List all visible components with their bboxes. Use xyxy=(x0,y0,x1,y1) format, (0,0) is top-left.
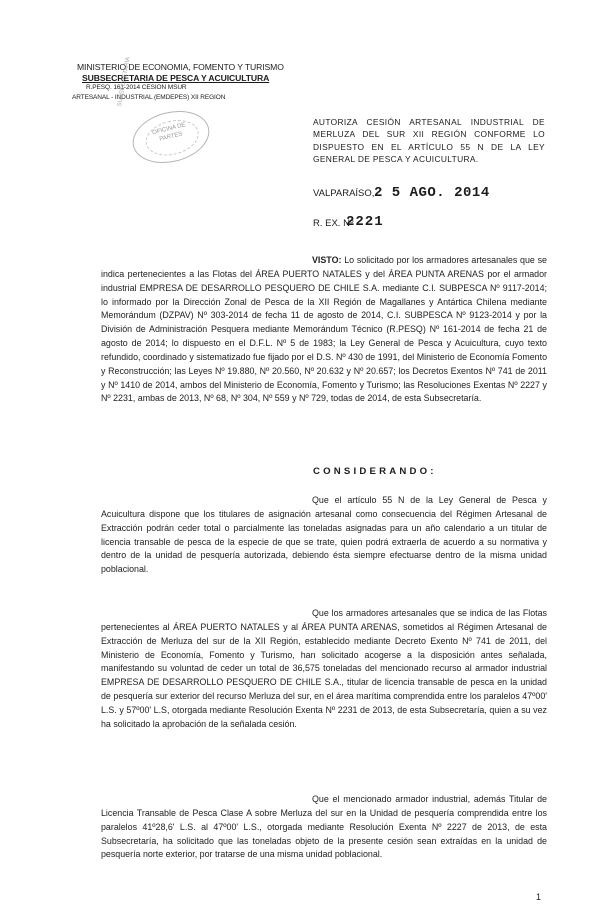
page-number: 1 xyxy=(536,892,542,902)
file-reference-line-1: R.PESQ. 161-2014 CESION MSUR xyxy=(86,84,187,91)
visto-text: Lo solicitado por los armadores artesanales que se indica pertenecientes a las Flotas del ÁREA PUERTO NATALES y del ÁREA PUNTA ARENAS por el armador industrial EMPRESA DE DESARROLLO PESQUERO DE CHILE S.A. mediante C.I. SUBPESCA Nº 9117-2014; lo informado por la Dirección Zonal de Pesca de la XII Región de Magallanes y Antártica Chilena mediante Memorándum (DZPAV) Nº 303-2014 de fecha 11 de agosto de 2014, C.I. SUBPESCA Nº 9123-2014 y por la División de Administración Pesquera mediante Memorándum Técnico (R.PESQ) Nº 161-2014 de fecha 21 de agosto de 2014; lo dispuesto en el D.F.L. Nº 5 de 1983; la Ley General de Pesca y Acuicultura, cuyo texto refundido, coordinado y sistematizado fue fijado por el D.S. Nº 430 de 1991, del Ministerio de Economía Fomento y Reconstrucción; las Leyes Nº 19.880, Nº 20.560, Nº 20.632 y Nº 20.657; los Decretos Exentos Nº 741 de 2011 y Nº 1410 de 2014, ambos del Ministerio de Economía, Fomento y Turismo; las Resoluciones Exentas Nº 2227 y Nº 2231, ambas de 2013, Nº 68, Nº 304, Nº 559 y Nº 729, todas de 2014, de esta Subsecretaría. xyxy=(101,255,547,404)
date-stamp: 2 5 AGO. 2014 xyxy=(374,185,490,201)
office-stamp xyxy=(127,103,215,170)
ministry-heading: MINISTERIO DE ECONOMIA, FOMENTO Y TURISMO xyxy=(77,62,284,72)
resolution-number-label: R. EX. Nº xyxy=(313,218,354,229)
file-reference-line-2: ARTESANAL - INDUSTRIAL (EMDEPES) XII REGION xyxy=(72,94,226,101)
subsecretaria-heading: SUBSECRETARIA DE PESCA Y ACUICULTURA xyxy=(82,73,270,83)
resolution-subject: AUTORIZA CESIÓN ARTESANAL INDUSTRIAL DE MERLUZA DEL SUR XII REGIÓN CONFORME LO DISPUESTO EN EL ARTÍCULO 55 N DE LA LEY GENERAL DE PESCA Y ACUICULTURA. xyxy=(313,117,545,165)
visto-label: VISTO: xyxy=(312,255,342,265)
considerando-paragraph-2: Que los armadores artesanales que se indica de las Flotas pertenecientes al ÁREA PUERTO NATALES y al ÁREA PUNTA ARENAS, sometidos al Régimen Artesanal de Extracción de Merluza del sur de la XII Región, establecido mediante Decreto Exento Nº 741 de 2011, del Ministerio de Economía, Fomento y Turismo, han solicitado acogerse a la disposición antes señalada, manifestando su voluntad de ceder un total de 36,575 toneladas del mencionado recurso al armador industrial EMPRESA DE DESARROLLO PESQUERO DE CHILE S.A., titular de licencia transable de pesca en la unidad de pesquería sur exterior del recurso Merluza del sur, en el área marítima comprendida entre los paralelos 47º00' L.S. y 57º00' L.S, otorgada mediante Resolución Exenta Nº 2231 de 2013, de esta Subsecretaría, quien a su vez ha solicitado la aprobación de la señalada cesión. xyxy=(101,608,547,729)
stamp-text: OFICINA DE PARTES xyxy=(151,122,187,143)
considerando-heading: CONSIDERANDO: xyxy=(313,466,437,477)
considerando-paragraph-1: Que el artículo 55 N de la Ley General de Pesca y Acuicultura dispone que los titulares de asignación artesanal como consecuencia del Régimen Artesanal de Extracción podrán ceder total o parcialmente las toneladas asignadas para un año calendario a un titular de licencia transable de pesca de la especie de que se trate, quien podrá extraerla de acuerdo a su normativa y dentro de la unidad de pesquería autorizada, debiendo ésta siempre efectuarse dentro de la misma unidad poblacional. xyxy=(101,495,547,575)
considerando-paragraph-3: Que el mencionado armador industrial, además Titular de Licencia Transable de Pesca Clase A sobre Merluza del sur en la Unidad de pesquería comprendida entre los paralelos 41º28,6' L.S. al 47º00' L.S., otorgada mediante Resolución Exenta Nº 2227 de 2013, de esta Subsecretaría, ha solicitado que las toneladas objeto de la presente cesión sean extraídas en la unidad de pesquería norte exterior, por tratarse de una misma unidad poblacional. xyxy=(101,794,547,860)
stamp-side-text: SUBSECRETARIA xyxy=(117,56,132,108)
visto-paragraph xyxy=(101,254,547,406)
resolution-number: 2221 xyxy=(346,214,384,230)
place-label: VALPARAÍSO, xyxy=(313,188,375,199)
